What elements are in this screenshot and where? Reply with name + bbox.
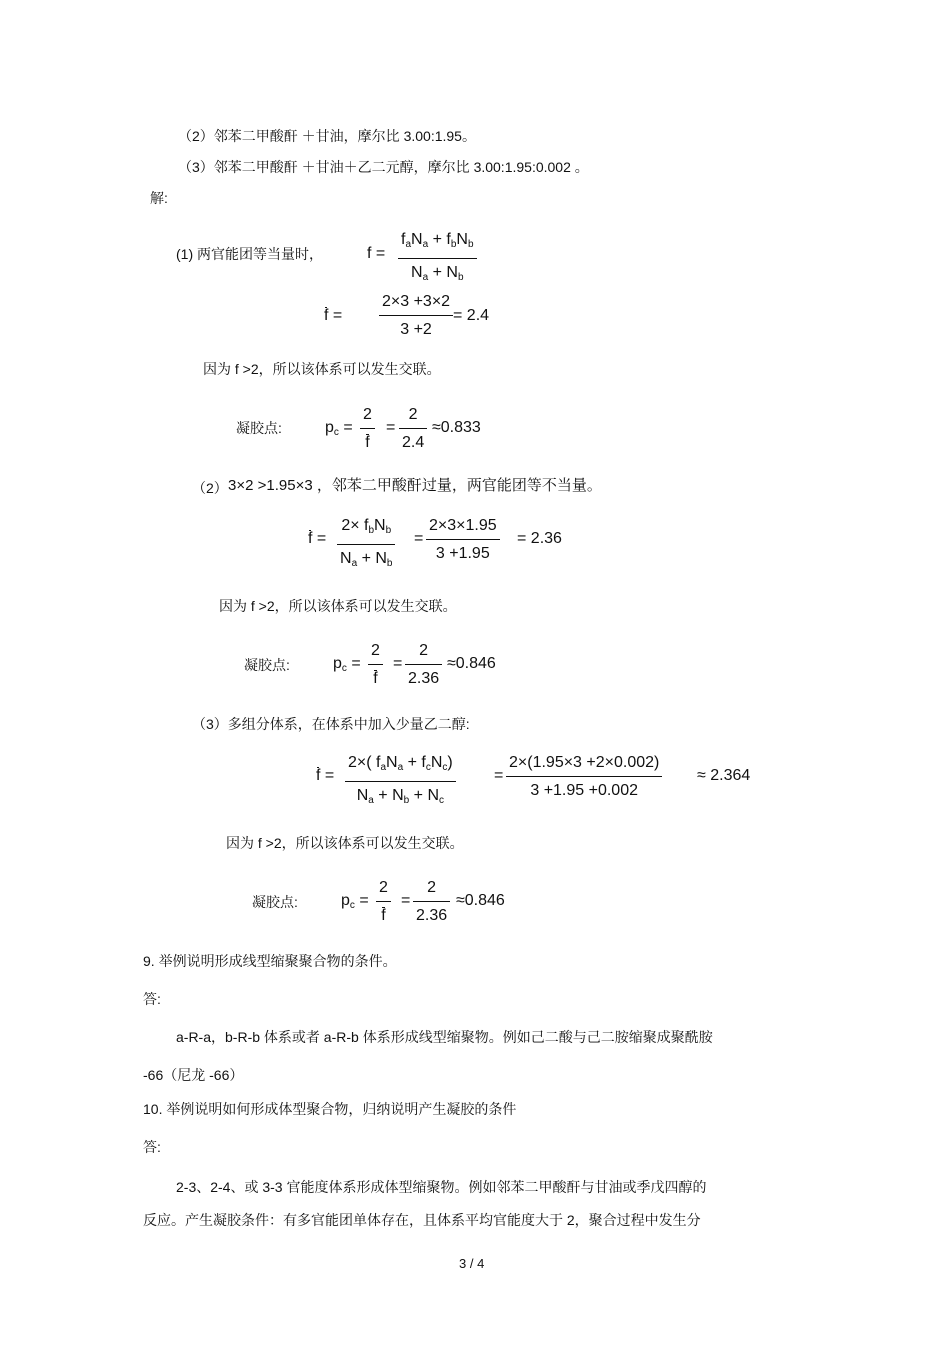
gel2-denominator-a — [370, 669, 380, 689]
part-3-reason: 因为 f >2，所以该体系可以发生交联。 — [226, 835, 464, 851]
part-2-condition: 3×2 >1.95×3 ，邻苯二甲酸酐过量，两官能团等不当量。 — [228, 477, 602, 494]
fraction-bar — [506, 776, 662, 777]
eq2-lhs — [308, 529, 326, 549]
answer-9-line-1: a-R-a，b-R-b 体系或者 a-R-b 体系形成线型缩聚物。例如己二酸与己二胺缩聚成聚酰胺 — [176, 1029, 713, 1045]
eq3-fraction-b — [506, 753, 662, 801]
gel3-numerator-a: 2 — [379, 879, 388, 896]
gel3-fraction-a — [376, 878, 391, 926]
gel1-denominator-a — [362, 433, 372, 453]
equals-sign: = — [375, 245, 386, 262]
eq1-lhs — [324, 306, 342, 326]
f-bar-symbol: f — [365, 434, 370, 451]
equals-sign: = — [316, 530, 327, 547]
gel1-result — [432, 418, 481, 438]
gel3-result-value: 0.846 — [464, 892, 505, 909]
eq2-numerator-a: $2\times f_bN_b$ — [341, 517, 392, 536]
equals-sign: = — [517, 530, 527, 547]
part-2-label: （2） — [192, 480, 228, 496]
eq1-result — [453, 306, 489, 326]
eq3-fraction-a — [345, 753, 456, 811]
fraction-bar — [405, 664, 442, 665]
eq1-numerator: 2×3 +3×2 — [382, 293, 451, 310]
fraction-bar — [399, 428, 427, 429]
eq0-lhs — [367, 244, 385, 264]
gel1-numerator-a: 2 — [363, 406, 372, 423]
gel2-lhs — [333, 654, 361, 679]
eq2-result-value: 2.36 — [530, 530, 562, 547]
equals-sign: = — [401, 892, 411, 909]
pc-subscript: c — [333, 427, 339, 438]
eq3-denominator-a: $N_a + N_b + N_c$ — [356, 787, 444, 806]
fraction-bar — [426, 539, 500, 540]
approx-sign: ≈ — [456, 892, 465, 909]
f-bar-symbol: f — [308, 530, 313, 547]
gel2-denominator-b: 2.36 — [408, 670, 440, 687]
gel1-lhs — [325, 418, 353, 443]
part-2-reason: 因为 f >2，所以该体系可以发生交联。 — [219, 598, 457, 614]
gel1-numerator-b: 2 — [408, 406, 418, 423]
gel1-fraction-a — [360, 405, 375, 453]
gel2-result — [447, 654, 496, 674]
f-bar-symbol: f — [316, 767, 321, 784]
equals-sign: = — [343, 419, 353, 436]
eq0-denominator: $N_a + N_b$ — [411, 264, 464, 283]
equals-sign: = — [494, 767, 504, 784]
gel-point-label-2: 凝胶点: — [244, 657, 290, 673]
page-number: 3 / 4 — [459, 1256, 485, 1271]
f-bar-symbol: f — [381, 907, 386, 924]
eq2-numerator-b: 2×3×1.95 — [429, 517, 497, 534]
eq0-numerator: $f_aN_a + f_bN_b$ — [401, 231, 474, 250]
equals-sign: = — [386, 419, 396, 436]
gel3-numerator-b: 2 — [427, 879, 437, 896]
gel1-fraction-b — [399, 405, 427, 453]
eq1-result-value: 2.4 — [466, 307, 490, 324]
equals-sign: = — [351, 655, 361, 672]
eq0-fraction — [398, 230, 477, 288]
fraction-bar — [379, 315, 453, 316]
eq2-result — [517, 529, 562, 549]
pc-subscript: c — [341, 663, 347, 674]
part-1-reason: 因为 f >2，所以该体系可以发生交联。 — [203, 361, 441, 377]
answer-10-label: 答: — [143, 1139, 161, 1155]
eq2-fraction-b — [426, 516, 500, 564]
gel2-fraction-a — [368, 641, 383, 689]
equals-sign: = — [453, 307, 463, 324]
gel1-result-value: 0.833 — [440, 419, 481, 436]
equals-sign: = — [332, 307, 343, 324]
pc-symbol: p — [333, 655, 342, 672]
answer-10-line-1: 2-3、2-4、或 3-3 官能度体系形成体型缩聚物。例如邻苯二甲酸酐与甘油或季戊四醇的 — [176, 1179, 707, 1195]
gel2-fraction-b — [405, 641, 442, 689]
eq3-result — [697, 766, 750, 786]
answer-10-line-2: 反应。产生凝胶条件：有多官能团单体存在，且体系平均官能度大于 2，聚合过程中发生分 — [143, 1212, 701, 1228]
gel-point-label-3: 凝胶点: — [252, 894, 298, 910]
question-9: 9. 举例说明形成线型缩聚聚合物的条件。 — [143, 953, 397, 969]
approx-sign: ≈ — [447, 655, 456, 672]
equals-sign: = — [393, 655, 403, 672]
answer-9-line-2: -66（尼龙 -66） — [143, 1067, 244, 1083]
answer-9-label: 答: — [143, 991, 161, 1007]
equals-sign: = — [359, 892, 369, 909]
eq2-denominator-a: $N_a + N_b$ — [340, 550, 393, 569]
pc-symbol: p — [341, 892, 350, 909]
gel3-denominator-a — [378, 906, 388, 926]
pc-subscript: c — [349, 900, 355, 911]
fraction-bar — [413, 901, 450, 902]
approx-sign: ≈ — [432, 419, 441, 436]
fraction-bar — [398, 258, 477, 259]
eq3-numerator-b: 2×(1.95×3 +2×0.002) — [509, 754, 660, 771]
gel3-lhs — [341, 891, 369, 916]
eq3-lhs — [316, 766, 334, 786]
gel2-result-value: 0.846 — [455, 655, 496, 672]
gel1-denominator-b: 2.4 — [402, 434, 425, 451]
f-bar-symbol: f — [324, 307, 329, 324]
eq2-denominator-b: 3 +1.95 — [435, 545, 490, 562]
pc-symbol: p — [325, 419, 334, 436]
eq3-numerator-a: 2×( $f_aN_a + f_cN_c$) — [348, 754, 453, 773]
equals-sign: = — [324, 767, 335, 784]
gel3-result — [456, 891, 505, 911]
eq1-denominator: 3 +2 — [400, 321, 432, 338]
f-symbol: f — [367, 245, 372, 262]
eq2-fraction-a — [337, 516, 395, 574]
eq3-denominator-b: 3 +1.95 +0.002 — [530, 782, 638, 799]
part-3-label: （3）多组分体系，在体系中加入少量乙二醇: — [192, 716, 470, 732]
gel-point-label-1: 凝胶点: — [236, 420, 282, 436]
gel3-fraction-b — [413, 878, 450, 926]
question-3-line: （3）邻苯二甲酸酐 ＋甘油＋乙二元醇，摩尔比 3.00:1.95:0.002 。 — [178, 159, 589, 175]
part-1-label: (1) 两官能团等当量时， — [176, 246, 323, 262]
fraction-bar — [337, 544, 395, 545]
gel2-numerator-b: 2 — [419, 642, 429, 659]
fraction-bar — [345, 781, 456, 782]
fraction-bar — [368, 664, 383, 665]
gel3-denominator-b: 2.36 — [416, 907, 448, 924]
gel2-numerator-a: 2 — [371, 642, 380, 659]
f-bar-symbol: f — [373, 670, 378, 687]
eq3-result-value: 2.364 — [710, 767, 751, 784]
equals-sign: = — [414, 530, 424, 547]
question-10: 10. 举例说明如何形成体型聚合物，归纳说明产生凝胶的条件 — [143, 1101, 517, 1117]
solution-label: 解: — [150, 190, 168, 206]
question-2-line: （2）邻苯二甲酸酐 ＋甘油，摩尔比 3.00:1.95。 — [178, 128, 476, 144]
eq1-fraction — [379, 292, 453, 340]
fraction-bar — [376, 901, 391, 902]
approx-sign: ≈ — [697, 767, 706, 784]
fraction-bar — [360, 428, 375, 429]
